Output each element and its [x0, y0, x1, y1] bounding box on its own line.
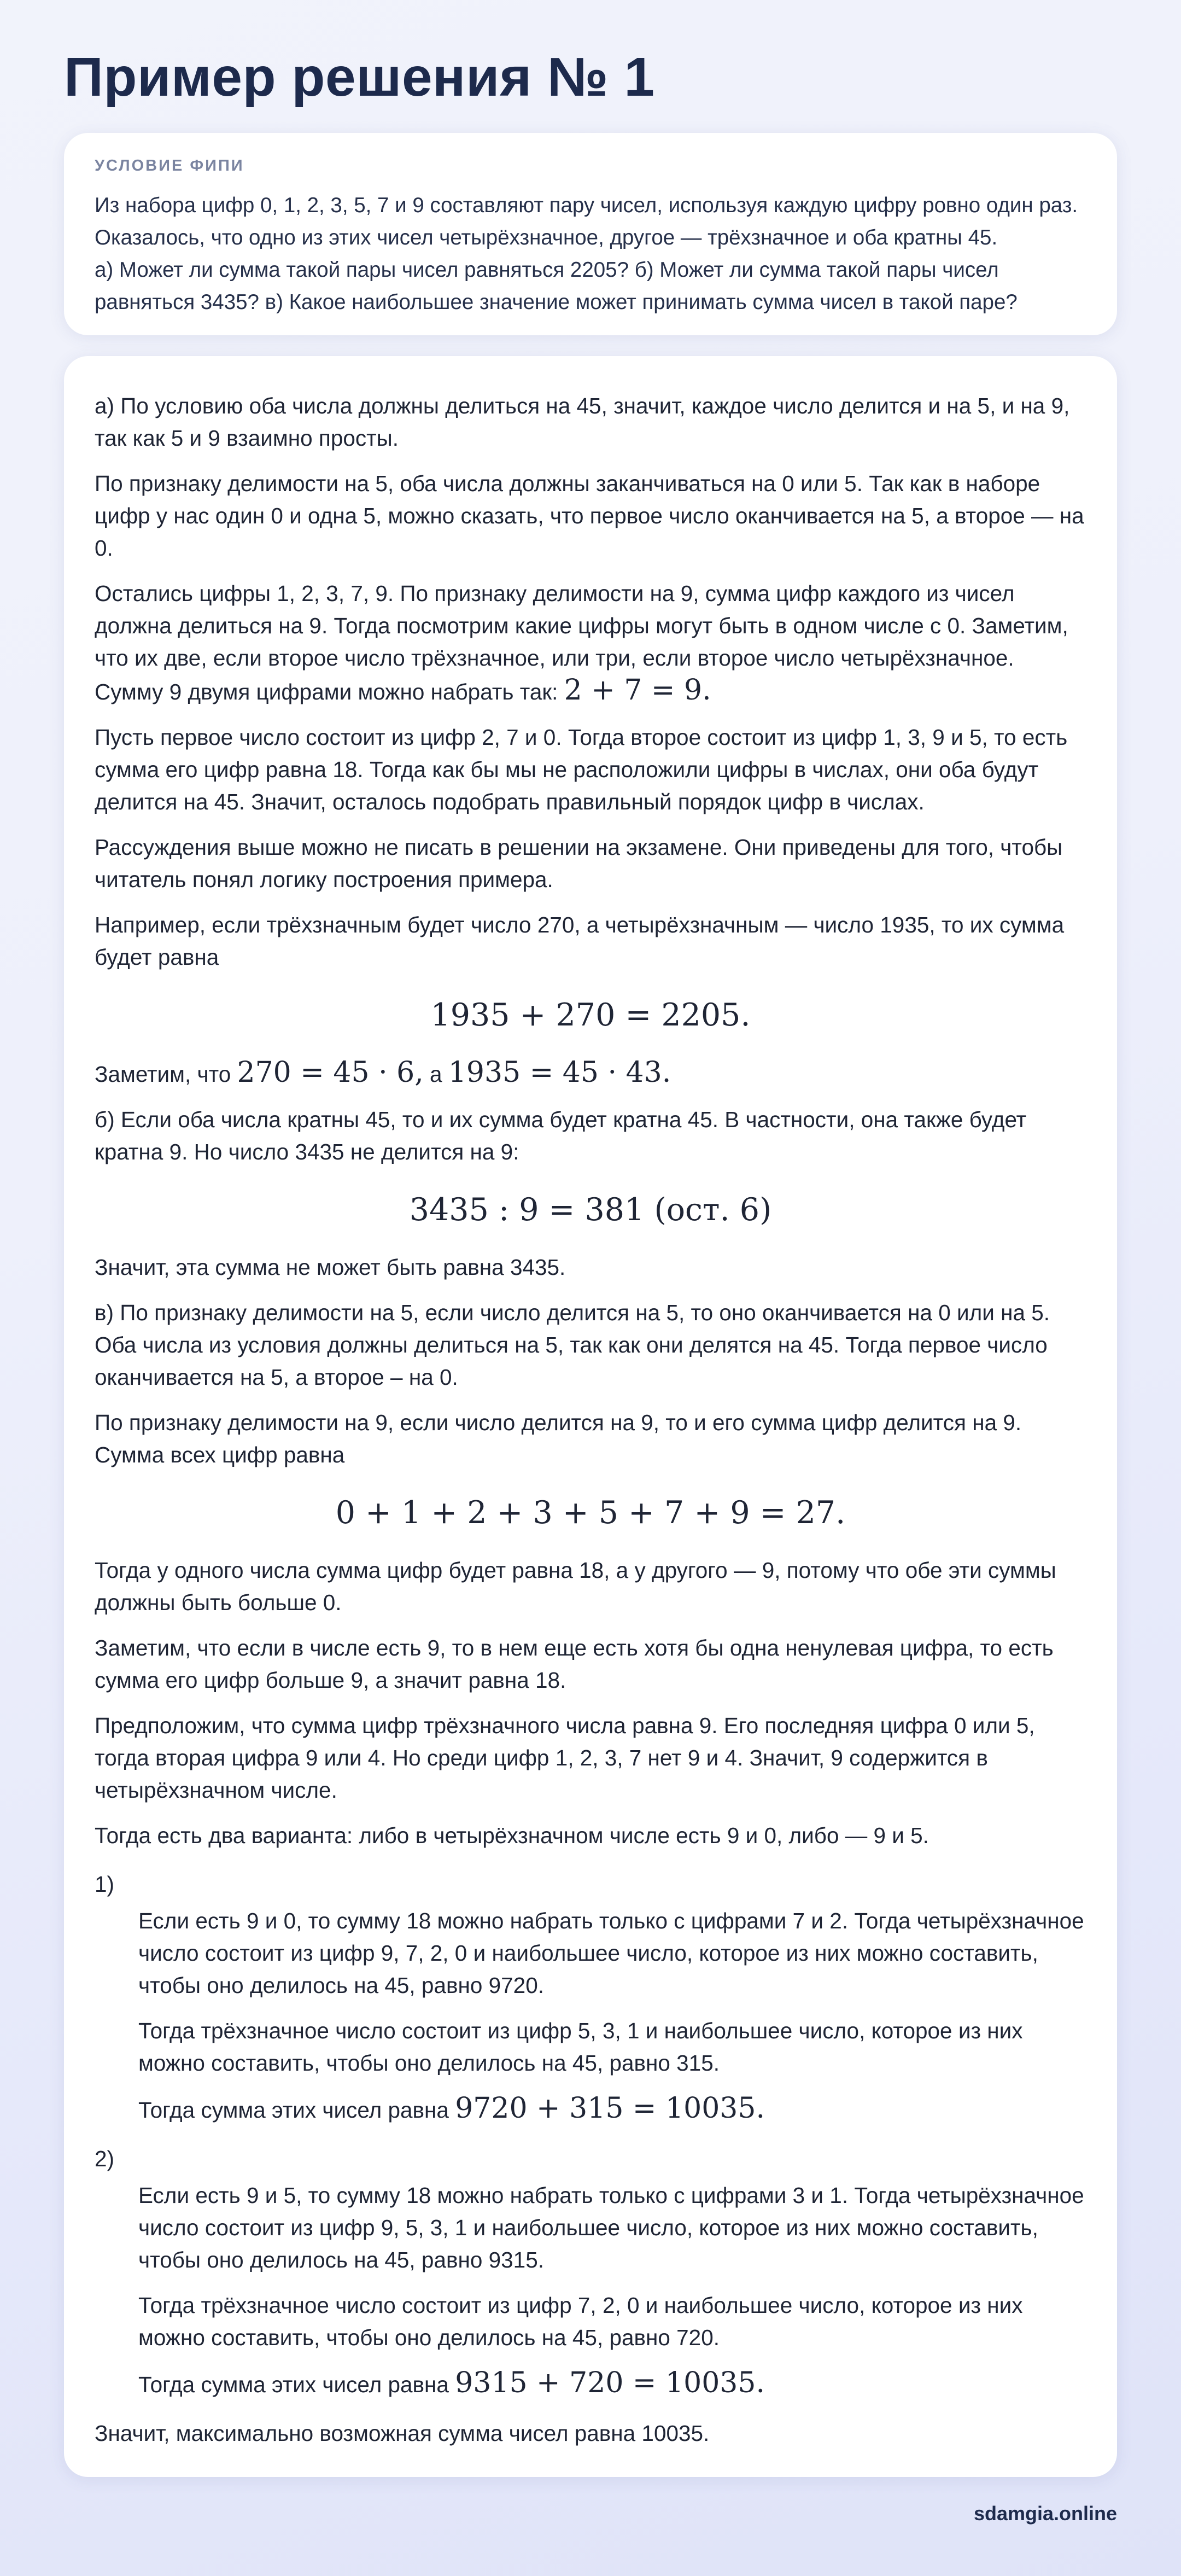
condition-label: УСЛОВИЕ ФИПИ [95, 157, 244, 174]
inline-formula: 1935 = 45 · 43. [448, 1056, 671, 1089]
case-block [95, 1905, 1086, 2126]
inline-formula: 2 + 7 = 9. [564, 674, 711, 707]
solution-paragraph: Тогда у одного числа сумма цифр будет равна 18, а у другого — 9, потому что обе эти суммы должны быть больше 0. [95, 1558, 1056, 1615]
solution-paragraph: в) По признаку делимости на 5, если число делится на 5, то оно оканчивается на 0 или на 5. Оба числа из условия должны делиться на 5, так как они делятся на 45. Тогда первое число оканчивается на 5, а второе – на 0. [95, 1300, 1050, 1390]
condition-text-1: Из набора цифр 0, 1, 2, 3, 5, 7 и 9 составляют пару чисел, используя каждую цифру ровно один раз. Оказалось, что одно из этих чисел четырёхзначное, другое — трёхзначное и оба кратны 45. [95, 194, 1078, 249]
case-paragraph [138, 2093, 1086, 2126]
paragraph-text: Заметим, что [95, 1062, 231, 1087]
solution-conclusion: Значит, максимально возможная сумма чисел равна 10035. [95, 2421, 710, 2446]
solution-paragraph: Рассуждения выше можно не писать в решении на экзамене. Они приведены для того, чтобы читатель понял логику построения примера. [95, 835, 1063, 892]
case-paragraph: Если есть 9 и 5, то сумму 18 можно набрать только с цифрами 3 и 1. Тогда четырёхзначное число состоит из цифр 9, 5, 3, 1 и наибольшее число, которое из них можно составить, чтобы оно делилось на 45, равно 9315. [138, 2183, 1084, 2272]
solution-paragraph: По признаку делимости на 5, оба числа должны заканчиваться на 0 или 5. Так как в наборе цифр у нас один 0 и одна 5, можно сказать, что первое число оканчивается на 5, а второе — на 0. [95, 471, 1084, 561]
solution-paragraph: Значит, эта сумма не может быть равна 3435. [95, 1255, 566, 1280]
display-formula: 0 + 1 + 2 + 3 + 5 + 7 + 9 = 27. [335, 1495, 846, 1531]
solution-paragraph [95, 578, 1086, 708]
case-number: 1) [95, 1872, 115, 1897]
inline-formula: 9315 + 720 = 10035. [455, 2367, 765, 2399]
solution-paragraph: а) По условию оба числа должны делиться на 45, значит, каждое число делится и на 5, и на 9, так как 5 и 9 взаимно просты. [95, 393, 1070, 451]
display-formula: 1935 + 270 = 2205. [430, 997, 751, 1033]
case-paragraph: Тогда трёхзначное число состоит из цифр 5, 3, 1 и наибольшее число, которое из них можно составить, чтобы оно делилось на 45, равно 315. [138, 2018, 1023, 2076]
solution-paragraph: Тогда есть два варианта: либо в четырёхзначном числе есть 9 и 0, либо — 9 и 5. [95, 1823, 929, 1848]
solution-paragraph: Предположим, что сумма цифр трёхзначного числа равна 9. Его последняя цифра 0 или 5, тогда вторая цифра 9 или 4. Но среди цифр 1, 2, 3, 7 нет 9 и 4. Значит, 9 содержится в четырёхзначном числе. [95, 1713, 1035, 1803]
brand-logo: sdamgia.online [973, 2502, 1117, 2525]
case-number: 2) [95, 2146, 115, 2171]
solution-paragraph: Заметим, что если в числе есть 9, то в нем еще есть хотя бы одна ненулевая цифра, то есть сумма его цифр больше 9, а значит равна 18. [95, 1635, 1054, 1693]
condition-text [95, 189, 1086, 318]
solution-paragraph: Например, если трёхзначным будет число 270, а четырёхзначным — число 1935, то их сумма будет равна [95, 912, 1065, 970]
condition-card [64, 133, 1117, 335]
solution-paragraph: По признаку делимости на 9, если число делится на 9, то и его сумма цифр делится на 9. Сумма всех цифр равна [95, 1410, 1022, 1467]
paragraph-text: Тогда сумма этих чисел равна [138, 2097, 449, 2123]
paragraph-text: Остались цифры 1, 2, 3, 7, 9. По признаку делимости на 9, сумма цифр каждого из чисел должна делиться на 9. Тогда посмотрим какие цифры могут быть в одном числе с 0. Заметим, что их две, если второе число трёхзначное, или три, если второе число четырёхзначное. Сумму 9 двумя цифрами можно набрать так: [95, 581, 1068, 704]
case-paragraph: Тогда трёхзначное число состоит из цифр 7, 2, 0 и наибольшее число, которое из них можно составить, чтобы оно делилось на 45, равно 720. [138, 2293, 1023, 2350]
solution-card [64, 356, 1117, 2477]
case-paragraph [138, 2367, 1086, 2401]
paragraph-text: а [430, 1062, 442, 1087]
paragraph-text: Тогда сумма этих чисел равна [138, 2372, 449, 2397]
case-block [95, 2179, 1086, 2401]
inline-formula: 9720 + 315 = 10035. [455, 2092, 765, 2125]
page-title: Пример решения № 1 [64, 46, 655, 108]
solution-paragraph: Пусть первое число состоит из цифр 2, 7 и 0. Тогда второе состоит из цифр 1, 3, 9 и 5, то есть сумма его цифр равна 18. Тогда как бы мы не расположили цифры в числах, они оба будут делится на 45. Значит, осталось подобрать правильный порядок цифр в числах. [95, 725, 1068, 814]
condition-text-2: а) Может ли сумма такой пары чисел равняться 2205? б) Может ли сумма такой пары чисел равняться 3435? в) Какое наибольшее значение может принимать сумма чисел в такой паре? [95, 258, 1018, 314]
display-formula: 3435 : 9 = 381 (ост. 6) [409, 1192, 772, 1228]
solution-paragraph [95, 1057, 1086, 1091]
solution-paragraph: б) Если оба числа кратны 45, то и их сумма будет кратна 45. В частности, она также будет кратна 9. Но число 3435 не делится на 9: [95, 1107, 1027, 1164]
inline-formula: 270 = 45 · 6, [237, 1056, 424, 1089]
case-paragraph: Если есть 9 и 0, то сумму 18 можно набрать только с цифрами 7 и 2. Тогда четырёхзначное число состоит из цифр 9, 7, 2, 0 и наибольшее число, которое из них можно составить, чтобы оно делилось на 45, равно 9720. [138, 1908, 1084, 1998]
